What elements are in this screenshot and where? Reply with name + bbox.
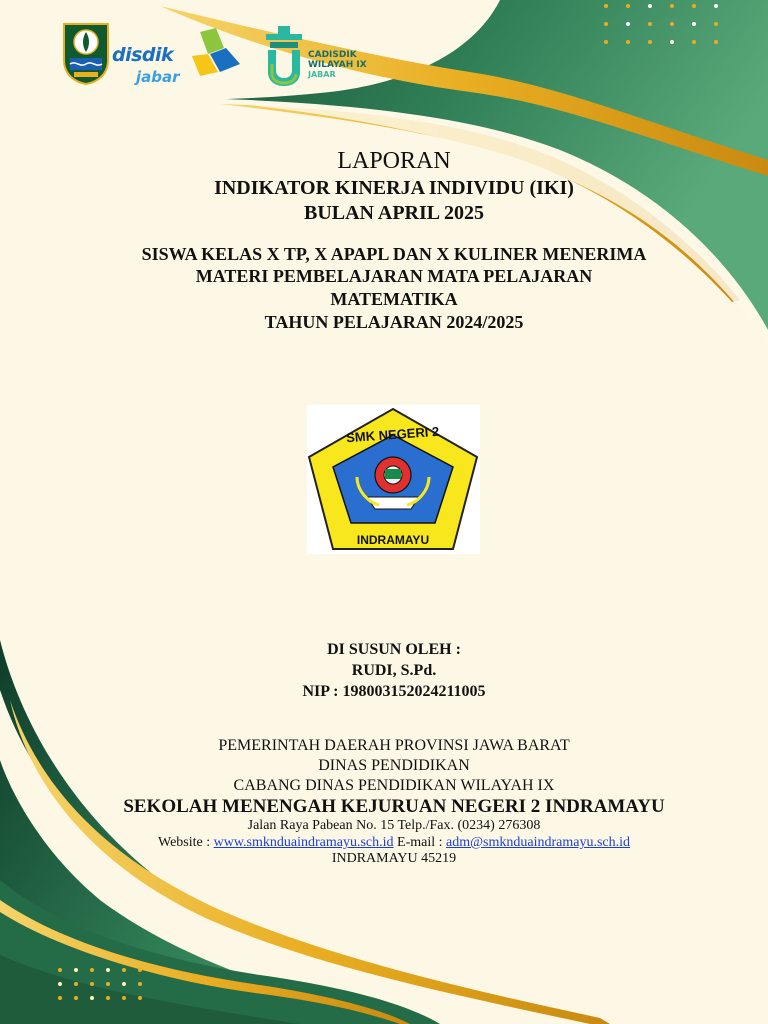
smk-negeri-2-indramayu-logo	[307, 405, 480, 554]
logo-bottom-text: INDRAMAYU	[356, 533, 430, 547]
author-name: RUDI, S.Pd.	[351, 662, 437, 679]
subtitle-line-2: MATERI PEMBELAJARAN MATA PELAJARAN	[195, 266, 593, 286]
cadis-line-1: CADISDIK	[308, 50, 357, 60]
subtitle-line-4: TAHUN PELAJARAN 2024/2025	[264, 312, 524, 332]
cadis-line-3: JABAR	[308, 70, 336, 79]
school-address: Jalan Raya Pabean No. 15 Telp./Fax. (0234) 276308	[247, 818, 541, 833]
website-label: Website :	[157, 835, 211, 850]
subtitle-line-3: MATEMATIKA	[330, 289, 458, 309]
gov-line: PEMERINTAH DAERAH PROVINSI JAWA BARAT	[218, 737, 570, 754]
disdik-wordmark: disdik	[112, 44, 174, 66]
cadisdik-tower-icon	[262, 24, 306, 88]
dinas-line: DINAS PENDIDIKAN	[318, 757, 470, 774]
author-nip: NIP : 198003152024211005	[302, 683, 486, 700]
title-iki: INDIKATOR KINERJA INDIVIDU (IKI)	[214, 177, 574, 199]
contact-line	[0, 835, 768, 851]
subtitle-line-1: SISWA KELAS X TP, X APAPL DAN X KULINER MENERIMA	[141, 244, 647, 264]
email-link[interactable]: adm@smknduaindramayu.sch.id	[446, 835, 630, 850]
cadis-line-2: WILAYAH IX	[308, 60, 367, 70]
author-label: DI SUSUN OLEH :	[327, 641, 461, 658]
school-name: SEKOLAH MENENGAH KEJURUAN NEGERI 2 INDRAMAYU	[123, 796, 665, 817]
jawa-barat-emblem	[60, 20, 112, 86]
disdik-mark-icon	[186, 26, 242, 80]
title-month: BULAN APRIL 2025	[303, 202, 485, 224]
title-laporan: LAPORAN	[337, 148, 451, 174]
logo-top-text: SMK NEGERI 2	[345, 423, 440, 446]
city-line: INDRAMAYU 45219	[331, 851, 457, 866]
jabar-wordmark: jabar	[136, 68, 180, 86]
website-link[interactable]: www.smknduaindramayu.sch.id	[213, 835, 394, 850]
dot-grid-top-right	[600, 0, 730, 50]
cadisdik-wordmark	[308, 50, 367, 80]
email-label: E-mail :	[397, 835, 443, 850]
dot-grid-bottom-left	[56, 966, 156, 1006]
cabang-line: CABANG DINAS PENDIDIKAN WILAYAH IX	[233, 777, 555, 794]
